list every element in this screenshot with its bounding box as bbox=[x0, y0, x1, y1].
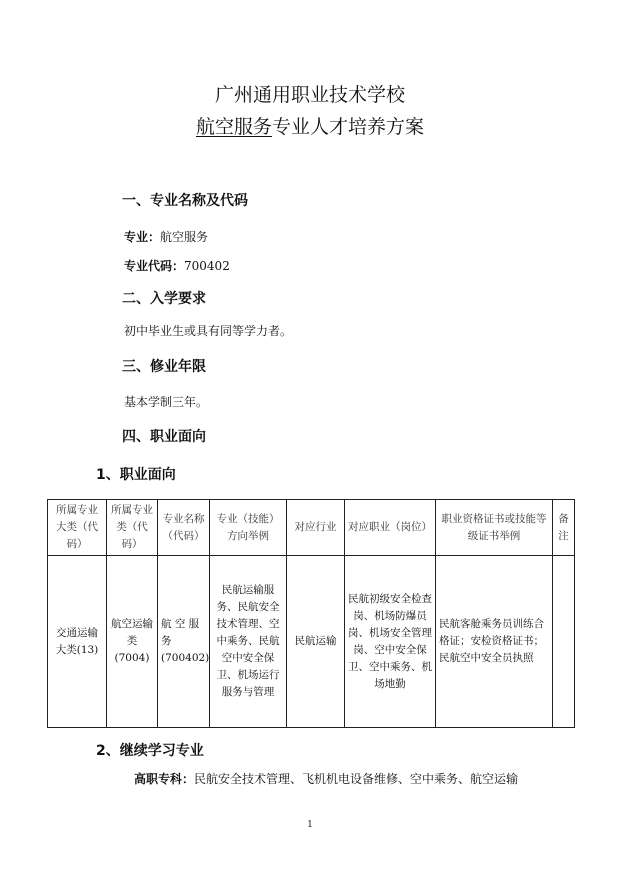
code-label: 专业代码： bbox=[124, 259, 185, 273]
section-heading-2: 二、入学要求 bbox=[122, 291, 206, 307]
table-header: 专业（技能）方向举例 bbox=[210, 500, 287, 556]
duration-text: 基本学制三年。 bbox=[124, 395, 209, 409]
table-cell: 民航初级安全检查岗、机场防爆员岗、机场安全管理岗、空中安全保卫、空中乘务、机场地勤 bbox=[345, 556, 436, 728]
further-label: 高职专科： bbox=[134, 772, 195, 786]
document-title bbox=[0, 112, 620, 139]
page-number: 1 bbox=[307, 820, 313, 830]
section-heading-4: 四、职业面向 bbox=[122, 429, 206, 445]
table-header: 对应行业 bbox=[287, 500, 345, 556]
admission-text: 初中毕业生或具有同等学力者。 bbox=[124, 324, 293, 338]
occupation-table bbox=[47, 499, 575, 728]
further-value: 民航安全技术管理、飞机机电设备维修、空中乘务、航空运输 bbox=[194, 772, 519, 786]
code-value: 700402 bbox=[184, 259, 230, 273]
table-header: 职业资格证书或技能等级证书举例 bbox=[436, 500, 553, 556]
subsection-heading-2: 2、继续学习专业 bbox=[96, 743, 204, 759]
table-cell: 民航运输 bbox=[287, 556, 345, 728]
table-cell: 交通运输大类(13) bbox=[48, 556, 107, 728]
table-header: 专业名称（代码） bbox=[158, 500, 210, 556]
further-study-line bbox=[134, 770, 518, 787]
document-title-rest: 专业人才培养方案 bbox=[272, 116, 425, 138]
table-header: 备注 bbox=[553, 500, 575, 556]
section-heading-3: 三、修业年限 bbox=[122, 359, 206, 375]
table-header: 所属专业类（代码） bbox=[107, 500, 158, 556]
major-value: 航空服务 bbox=[160, 230, 209, 244]
section-heading-1: 一、专业名称及代码 bbox=[122, 193, 248, 209]
table-cell: 民航客舱乘务员训练合格证；安检资格证书；民航空中安全员执照 bbox=[436, 556, 553, 728]
subsection-heading-1: 1、职业面向 bbox=[96, 467, 176, 483]
table-header: 对应职业（岗位） bbox=[345, 500, 436, 556]
major-label: 专业： bbox=[124, 230, 161, 244]
major-line bbox=[124, 228, 208, 245]
table-row bbox=[48, 556, 575, 728]
school-title: 广州通用职业技术学校 bbox=[214, 84, 405, 106]
code-line bbox=[124, 257, 230, 274]
table-cell bbox=[553, 556, 575, 728]
document-title-major: 航空服务 bbox=[195, 116, 272, 138]
table-cell: 航空运输类(7004) bbox=[107, 556, 158, 728]
table-header-row bbox=[48, 500, 575, 556]
table-cell: 航 空 服 务 (700402) bbox=[158, 556, 210, 728]
table-header: 所属专业大类（代码） bbox=[48, 500, 107, 556]
table-cell: 民航运输服务、民航安全技术管理、空中乘务、民航空中安全保卫、机场运行服务与管理 bbox=[210, 556, 287, 728]
